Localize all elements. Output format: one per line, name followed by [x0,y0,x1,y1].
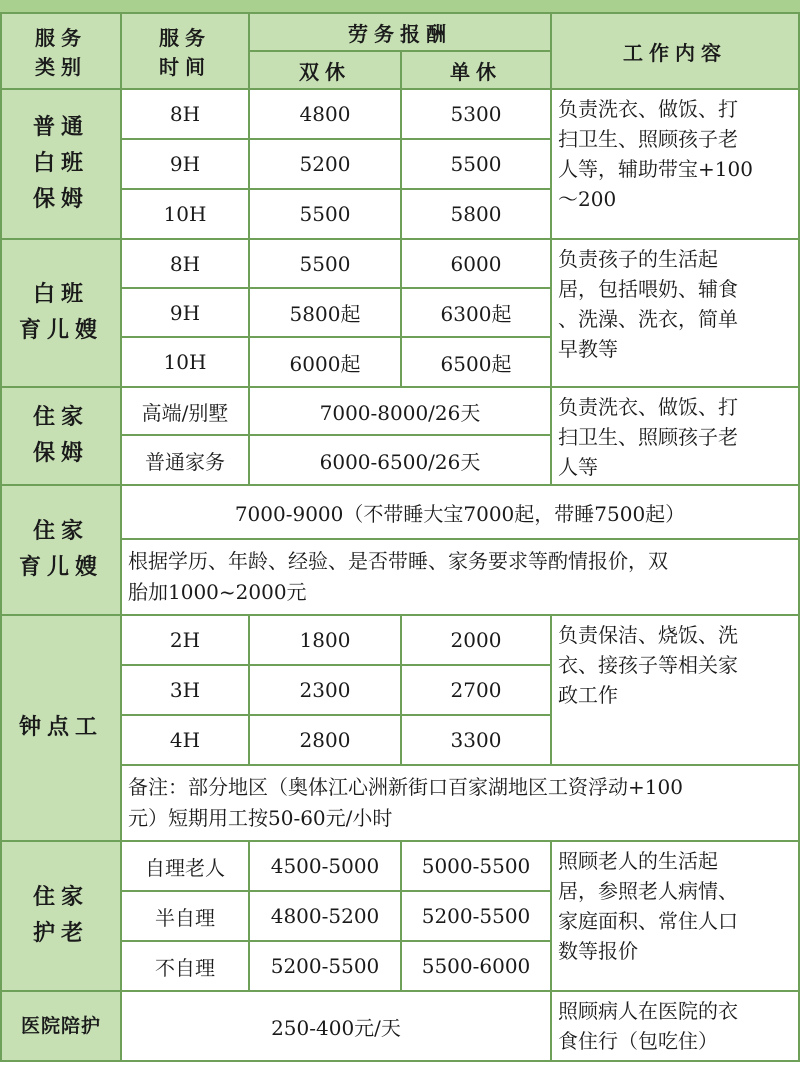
category-day-childcare: 白班 育儿嫂 [1,239,121,387]
table-row [1,991,799,1061]
double-rest-cell: 2300 [249,665,401,715]
single-rest-cell: 5000-5500 [401,841,551,891]
table-row [1,765,799,841]
price-cell: 7000-8000/26天 [249,387,551,435]
double-rest-cell: 4800-5200 [249,891,401,941]
category-elder-care: 住家 护老 [1,841,121,991]
double-rest-cell: 5800起 [249,288,401,337]
double-rest-cell: 6000起 [249,337,401,387]
service-type-cell: 自理老人 [121,841,249,891]
double-rest-cell: 1800 [249,615,401,665]
header-double-rest: 双休 [249,51,401,89]
table-row [1,387,799,435]
work-content-cell: 照顾病人在医院的衣 食住行（包吃住） [551,991,799,1061]
double-rest-cell: 4500-5000 [249,841,401,891]
service-type-cell: 普通家务 [121,435,249,485]
header-service-time: 服务 时间 [121,13,249,89]
service-price-table [0,12,800,1062]
pricing-note: 根据学历、年龄、经验、是否带睡、家务要求等酌情报价，双 胎加1000~2000元 [121,539,799,615]
work-content-cell: 照顾老人的生活起 居，参照老人病情、 家庭面积、常住人口 数等报价 [551,841,799,991]
table-row [1,615,799,665]
single-rest-cell: 2700 [401,665,551,715]
single-rest-cell: 2000 [401,615,551,665]
double-rest-cell: 2800 [249,715,401,765]
header-remuneration: 劳务报酬 [249,13,551,51]
time-cell: 9H [121,288,249,337]
time-cell: 4H [121,715,249,765]
table-row [1,539,799,615]
single-rest-cell: 5300 [401,89,551,139]
single-rest-cell: 5200-5500 [401,891,551,941]
work-content-cell: 负责保洁、烧饭、洗 衣、接孩子等相关家 政工作 [551,615,799,765]
header-service-category: 服务 类别 [1,13,121,89]
single-rest-cell: 5800 [401,189,551,239]
service-type-cell: 高端/别墅 [121,387,249,435]
single-rest-cell: 6000 [401,239,551,288]
double-rest-cell: 5200 [249,139,401,189]
category-live-in-childcare: 住家 育儿嫂 [1,485,121,615]
category-hourly: 钟点工 [1,615,121,841]
time-cell: 9H [121,139,249,189]
table-row [1,239,799,288]
single-rest-cell: 5500-6000 [401,941,551,991]
work-content-cell: 负责洗衣、做饭、打 扫卫生、照顾孩子老 人等，辅助带宝+100 ～200 [551,89,799,239]
time-cell: 10H [121,337,249,387]
single-rest-cell: 3300 [401,715,551,765]
table-row [1,89,799,139]
category-day-nanny: 普通 白班 保姆 [1,89,121,239]
category-hospital: 医院陪护 [1,991,121,1061]
price-cell: 7000-9000（不带睡大宝7000起，带睡7500起） [121,485,799,539]
time-cell: 8H [121,239,249,288]
single-rest-cell: 6500起 [401,337,551,387]
time-cell: 3H [121,665,249,715]
time-cell: 2H [121,615,249,665]
time-cell: 10H [121,189,249,239]
header-work-content: 工作内容 [551,13,799,89]
table-row [1,485,799,539]
service-type-cell: 不自理 [121,941,249,991]
work-content-cell: 负责孩子的生活起 居，包括喂奶、辅食 、洗澡、洗衣，简单 早教等 [551,239,799,387]
price-cell: 250-400元/天 [121,991,551,1061]
table-row [1,841,799,891]
price-cell: 6000-6500/26天 [249,435,551,485]
work-content-cell: 负责洗衣、做饭、打 扫卫生、照顾孩子老 人等 [551,387,799,485]
top-title-band [0,0,800,12]
single-rest-cell: 5500 [401,139,551,189]
service-type-cell: 半自理 [121,891,249,941]
double-rest-cell: 5500 [249,189,401,239]
double-rest-cell: 5500 [249,239,401,288]
double-rest-cell: 4800 [249,89,401,139]
double-rest-cell: 5200-5500 [249,941,401,991]
category-live-in-nanny: 住家 保姆 [1,387,121,485]
time-cell: 8H [121,89,249,139]
single-rest-cell: 6300起 [401,288,551,337]
remarks-note: 备注：部分地区（奥体江心洲新街口百家湖地区工资浮动+100 元）短期用工按50-60元/小时 [121,765,799,841]
header-single-rest: 单休 [401,51,551,89]
